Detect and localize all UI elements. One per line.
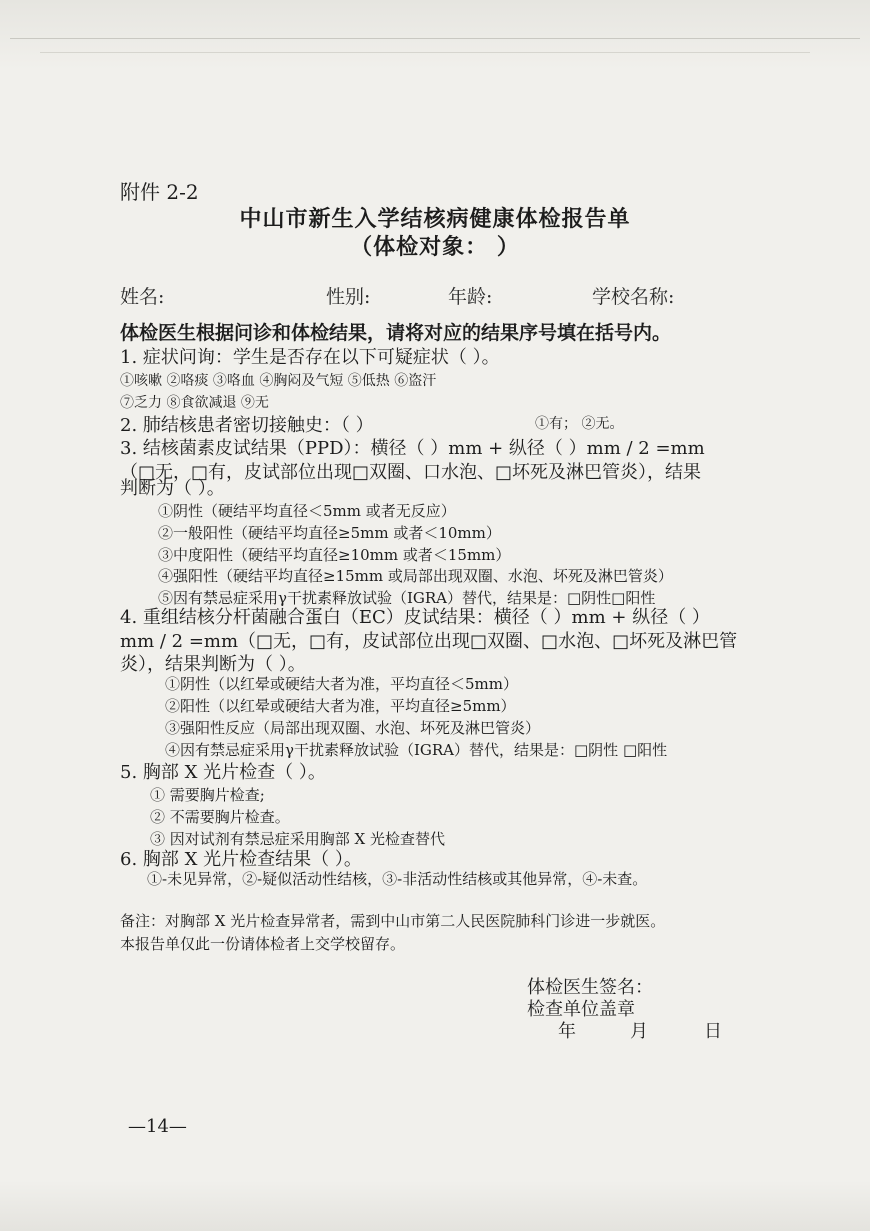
question-3: （□无，□有，皮试部位出现□双圈、口水泡、□坏死及淋巴管炎），结果 (120, 462, 702, 483)
scan-line (10, 38, 860, 39)
attachment-label: 附件 2-2 (120, 180, 199, 204)
page-subtitle: （体检对象： ） (350, 234, 520, 260)
page-title: 中山市新生入学结核病健康体检报告单 (239, 206, 631, 232)
question-6: 6. 胸部 X 光片检查结果（ ）。 (120, 849, 362, 870)
instruction-text: 体检医生根据问诊和体检结果，请将对应的结果序号填在括号内。 (120, 322, 672, 344)
question-2: 2. 肺结核患者密切接触史：（ ） (120, 415, 374, 436)
note-line: 备注：对胸部 X 光片检查异常者，需到中山市第二人民医院肺科门诊进一步就医。 (120, 912, 666, 930)
question-3-option: ①阴性（硬结平均直径＜5mm 或者无反应） (158, 502, 456, 520)
seal-label: 检查单位盖章 (527, 999, 635, 1020)
note-line: 本报告单仅此一份请体检者上交学校留存。 (120, 935, 406, 953)
question-5-option: ① 需要胸片检查; (150, 786, 265, 804)
doctor-signature-label: 体检医生签名： (527, 977, 653, 998)
gender-field-label: 性别: (326, 286, 371, 308)
question-5: 5. 胸部 X 光片检查（ ）。 (120, 762, 326, 783)
question-4: mm / 2 =mm（□无，□有，皮试部位出现□双圈、□水泡、□坏死及淋巴管 (120, 631, 738, 652)
question-2-options: ①有； ②无。 (535, 416, 624, 432)
date-day-label: 日 (704, 1021, 722, 1042)
question-5-option: ② 不需要胸片检查。 (150, 808, 290, 826)
school-field-label: 学校名称: (592, 286, 675, 308)
scan-bottom-band (0, 1180, 870, 1231)
scan-line (40, 52, 810, 53)
question-3-option: ⑤因有禁忌症采用γ干扰素释放试验（IGRA）替代，结果是：□阴性□阳性 (158, 589, 656, 607)
question-4-option: ③强阳性反应（局部出现双圈、水泡、坏死及淋巴管炎） (165, 719, 541, 737)
age-field-label: 年龄: (448, 286, 493, 308)
question-3-option: ③中度阳性（硬结平均直径≥10mm 或者＜15mm） (158, 546, 511, 564)
question-4: 炎），结果判断为（ ）。 (120, 654, 306, 675)
question-6-options: ①-未见异常，②-疑似活动性结核，③-非活动性结核或其他异常，④-未查。 (147, 870, 648, 888)
question-3: 3. 结核菌素皮试结果（PPD）：横径（ ）mm + 纵径（ ）mm / 2 =mm (120, 438, 705, 459)
question-4: 4. 重组结核分杆菌融合蛋白（EC）皮试结果：横径（ ）mm + 纵径（ ） (120, 607, 710, 628)
question-3-option: ②一般阳性（硬结平均直径≥5mm 或者＜10mm） (158, 524, 501, 542)
question-4-option: ②阳性（以红晕或硬结大者为准，平均直径≥5mm） (165, 697, 516, 715)
question-3-option: ④强阳性（硬结平均直径≥15mm 或局部出现双圈、水泡、坏死及淋巴管炎） (158, 567, 673, 585)
question-1-options: ①咳嗽 ②咯痰 ③咯血 ④胸闷及气短 ⑤低热 ⑥盗汗 (120, 373, 437, 389)
page-number: —14— (128, 1116, 187, 1137)
question-5-option: ③ 因对试剂有禁忌症采用胸部 X 光检查替代 (150, 830, 445, 848)
name-field-label: 姓名: (120, 286, 165, 308)
question-3: 判断为（ ）。 (120, 478, 225, 499)
question-4-option: ④因有禁忌症采用γ干扰素释放试验（IGRA）替代，结果是：□阴性 □阳性 (165, 741, 668, 759)
date-year-label: 年 (558, 1021, 576, 1042)
question-4-option: ①阴性（以红晕或硬结大者为准，平均直径＜5mm） (165, 675, 518, 693)
question-1-options: ⑦乏力 ⑧食欲减退 ⑨无 (120, 395, 269, 411)
scan-top-band (0, 0, 870, 70)
date-month-label: 月 (630, 1021, 648, 1042)
question-1: 1. 症状问询：学生是否存在以下可疑症状（ ）。 (120, 347, 500, 368)
